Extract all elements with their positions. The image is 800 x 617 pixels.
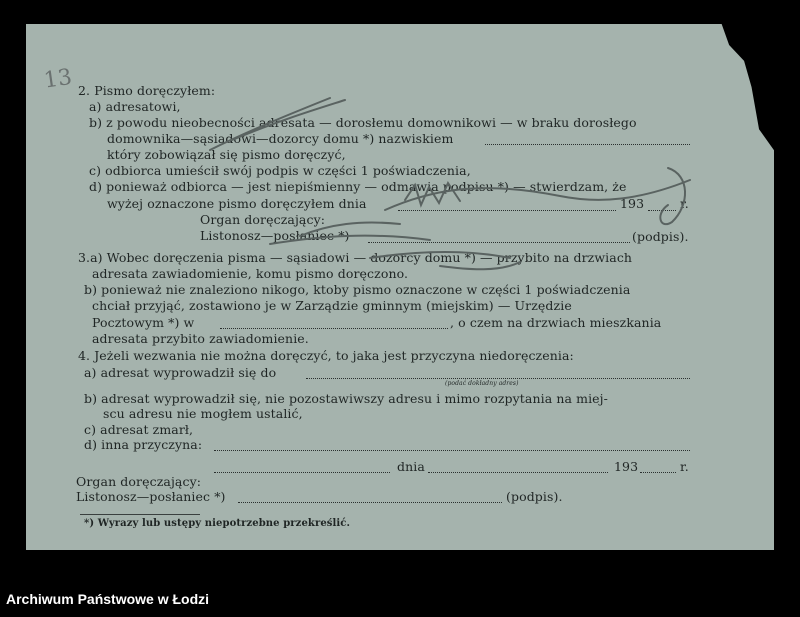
podpis-label-2: (podpis). bbox=[506, 489, 563, 504]
section-4-title: 4. Jeżeli wezwania nie można doręczyć, to jaka jest przyczyna niedoręczenia: bbox=[78, 348, 574, 363]
organ-label: Organ doręczający: bbox=[200, 212, 326, 227]
r-label: r. bbox=[680, 196, 689, 211]
archive-name: Archiwum Państwowe w Łodzi bbox=[6, 591, 210, 607]
fill-line bbox=[648, 210, 676, 211]
item-3b-line3-cont: , o czem na drzwiach mieszkania bbox=[450, 315, 662, 330]
item-2b-line1: b) z powodu nieobecności adresata — dorosłemu domownikowi — w braku dorosłego bbox=[89, 115, 637, 130]
organ-label-2: Organ doręczający: bbox=[76, 474, 202, 489]
item-4a: a) adresat wyprowadził się do bbox=[84, 365, 277, 380]
item-2d-line1: d) ponieważ odbiorca — jest niepiśmienny — odmawia podpisu *) — stwierdzam, że bbox=[89, 179, 627, 194]
podpis-label: (podpis). bbox=[632, 229, 689, 244]
fill-line bbox=[238, 502, 502, 503]
item-4c: c) adresat zmarł, bbox=[84, 422, 194, 437]
item-3b-line2: chciał przyjąć, zostawiono je w Zarządzie gminnym (miejskim) — Urzędzie bbox=[92, 298, 572, 313]
item-2d-line2: wyżej oznaczone pismo doręczyłem dnia bbox=[107, 196, 367, 211]
listonosz-label-2: Listonosz—posłaniec *) bbox=[76, 489, 226, 504]
item-2b-line2: domownika—sąsiadowi—dozorcy domu *) nazwiskiem bbox=[107, 131, 454, 146]
item-4d: d) inna przyczyna: bbox=[84, 437, 203, 452]
address-note: (podać dokładny adres) bbox=[445, 380, 519, 387]
footnote: *) Wyrazy lub ustępy niepotrzebne przekreślić. bbox=[84, 518, 351, 529]
listonosz-label: Listonosz—posłaniec *) bbox=[200, 228, 350, 243]
fill-line bbox=[214, 450, 690, 451]
year-label-2: 193 bbox=[614, 459, 639, 474]
fill-line bbox=[368, 242, 630, 243]
fill-line bbox=[398, 210, 616, 211]
item-3b-line3: Pocztowym *) w bbox=[92, 315, 195, 330]
item-2c: c) odbiorca umieścił swój podpis w części 1 poświadczenia, bbox=[89, 163, 471, 178]
dnia-label: dnia bbox=[397, 459, 425, 474]
fill-line bbox=[428, 472, 608, 473]
item-4b-line2: scu adresu nie mogłem ustalić, bbox=[103, 406, 303, 421]
section-2-title: 2. Pismo doręczyłem: bbox=[78, 83, 216, 98]
item-2a: a) adresatowi, bbox=[89, 99, 181, 114]
item-2b-line3: który zobowiązał się pismo doręczyć, bbox=[107, 147, 346, 162]
item-3b-line4: adresata przybito zawiadomienie. bbox=[92, 331, 309, 346]
fill-line bbox=[485, 144, 690, 145]
item-3b-line1: b) ponieważ nie znaleziono nikogo, ktoby pismo oznaczone w części 1 poświadczenia bbox=[84, 282, 631, 297]
fill-line bbox=[214, 472, 390, 473]
fill-line bbox=[306, 378, 690, 379]
margin-note: 13 bbox=[42, 64, 74, 94]
item-4b-line1: b) adresat wyprowadził się, nie pozostawiwszy adresu i mimo rozpytania na miej- bbox=[84, 391, 608, 406]
year-label: 193 bbox=[620, 196, 645, 211]
r-label-2: r. bbox=[680, 459, 689, 474]
fill-line bbox=[640, 472, 676, 473]
footnote-rule bbox=[80, 514, 200, 515]
archive-footer bbox=[0, 581, 800, 617]
item-3a-line1: 3.a) Wobec doręczenia pisma — sąsiadowi — dozorcy domu *) — przybito na drzwiach bbox=[78, 250, 633, 265]
fill-line bbox=[220, 328, 448, 329]
item-3a-line2: adresata zawiadomienie, komu pismo doręczono. bbox=[92, 266, 409, 281]
